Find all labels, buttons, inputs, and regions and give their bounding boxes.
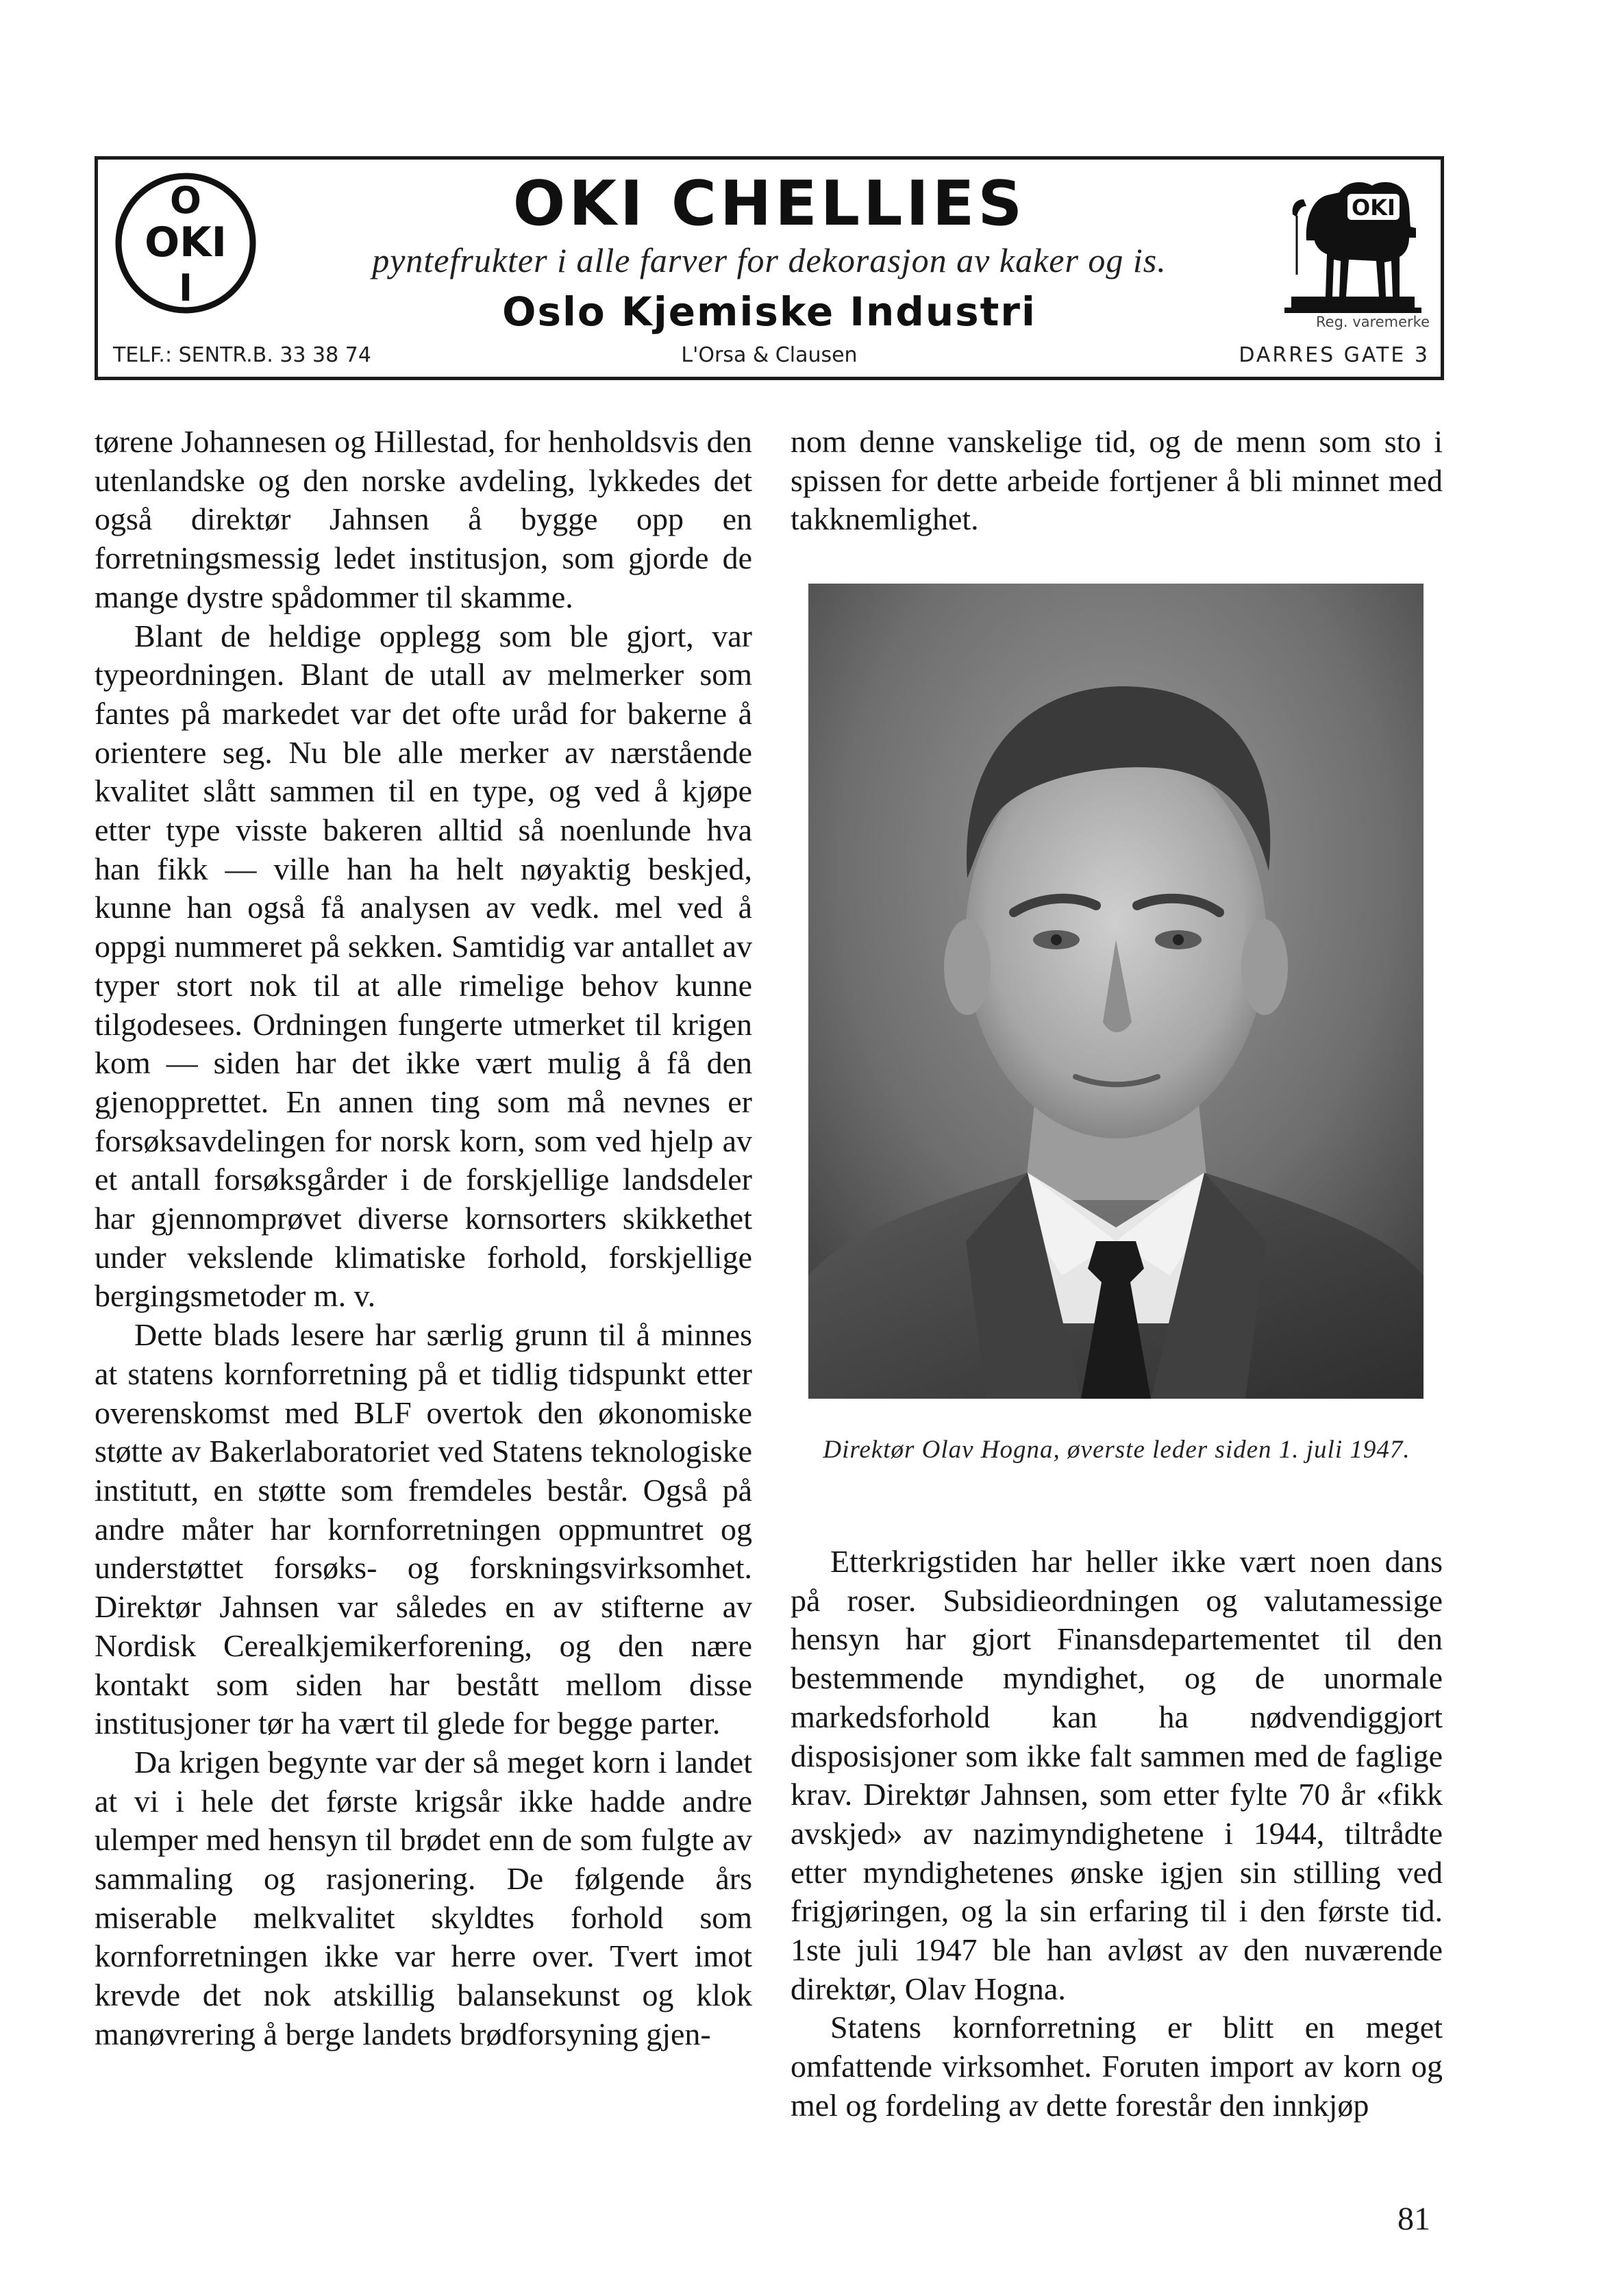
advertisement-box: [95, 156, 1444, 380]
portrait-photo: [808, 584, 1424, 1399]
paragraph: Da krigen begynte var der så meget korn i landet at vi i hele det første krigsår ikke hadde andre ulemper med hensyn til brødet enn de som fulgte av sammaling og rasjonering. De følgende års miserable melkvalitet skyldtes forhold som kornforretningen ikke var herre over. Tvert imot krevde det nok atskillig balansekunst og klok manøvrering å berge landets brødforsyning gjen-: [95, 1744, 752, 2051]
camel-logo-text: OKI: [1352, 195, 1395, 221]
paragraph: Dette blads lesere har særlig grunn til å minnes at statens kornforretning på et tidlig tidspunkt etter overenskomst med BLF overtok den økonomiske støtte av Bakerlaboratoriet ved Statens teknologiske institutt, en støtte som fremdeles består. Også på andre måter har kornforretningen oppmuntret og understøttet forsøks- og forskningsvirksomhet. Direktør Jahnsen var således en av stifterne av Nordisk Cerealkjemikerforening, og den nære kontakt som siden har bestått mellom disse institusjoner tør ha vært til glede for begge parter.: [95, 1317, 752, 1741]
logo-letters-middle: OKI: [145, 219, 227, 266]
left-column: [95, 423, 752, 2054]
right-column-top: [791, 423, 1443, 539]
trademark-note: Reg. varemerke: [1316, 314, 1430, 330]
photo-caption: Direktør Olav Hogna, øverste leder siden 1. juli 1947.: [823, 1436, 1410, 1464]
logo-letter-bottom: I: [178, 266, 193, 310]
ad-owner: L'Orsa & Clausen: [681, 343, 858, 367]
ad-address: DARRES GATE 3: [1239, 343, 1430, 367]
ad-title: OKI CHELLIES: [512, 168, 1026, 240]
camel-trademark-icon: [1264, 172, 1428, 314]
paragraph: Blant de heldige opplegg som ble gjort, var typeordningen. Blant de utall av melmerker som fantes på markedet var det ofte uråd for bakerne å orientere seg. Nu ble alle merker av nærstående kvalitet slått sammen til en type, og ved å kjøpe etter type visste bakeren alltid så noenlunde hva han fikk — ville han ha helt nøyaktig beskjed, kunne han også få analysen av vedk. mel ved å oppgi nummeret på sekken. Samtidig var antallet av typer stort nok til at alle rimelige behov kunne tilgodesees. Ordningen fungerte utmerket til krigen kom — siden har det ikke vært mulig å få den gjenopprettet. En annen ting som må nevnes er forsøksavdelingen for norsk korn, som ved hjelp av et antall forsøksgårder i de forskjellige landsdeler har gjennomprøvet diverse kornsorters skikkethet under vekslende klimatiske forhold, forskjellige bergingsmetoder m. v.: [95, 618, 752, 1314]
logo-letter-top: O: [170, 179, 201, 222]
paragraph: tørene Johannesen og Hillestad, for henholdsvis den utenlandske og den norske avdeling, lykkedes det også direktør Jahnsen å bygge opp en forretningsmessig ledet institusjon, som gjorde de mange dystre spådommer til skamme.: [95, 424, 752, 614]
ad-company: Oslo Kjemiske Industri: [502, 288, 1036, 335]
ad-tagline: pyntefrukter i alle farver for dekorasjon av kaker og is.: [372, 241, 1167, 279]
paragraph: Statens kornforretning er blitt en meget omfattende virksomhet. Foruten import av korn og mel og fordeling av dette forestår den innkjøp: [791, 2010, 1443, 2123]
paragraph: Etterkrigstiden har heller ikke vært noen dans på roser. Subsidieordningen og valutamessige hensyn har gjort Finansdepartementet til den bestemmende myndighet, og de unormale markedsforhold kan ha nødvendiggjort disposisjoner som ikke falt sammen med de faglige krav. Direktør Jahnsen, som etter fylte 70 år «fikk avskjed» av nazimyndighetene i 1944, tiltrådte etter myndighetenes ønske igjen sin stilling ved frigjøringen, og la sin erfaring til i den første tid. 1ste juli 1947 ble han avløst av den nuværende direktør, Olav Hogna.: [791, 1544, 1443, 2006]
right-column-bottom: [791, 1543, 1443, 2125]
page-number: 81: [1397, 2201, 1430, 2237]
paragraph: nom denne vanskelige tid, og de menn som sto i spissen for dette arbeide fortjener å bli minnet med takknemlighet.: [791, 424, 1443, 537]
ad-phone: TELF.: SENTR.B. 33 38 74: [113, 343, 371, 367]
